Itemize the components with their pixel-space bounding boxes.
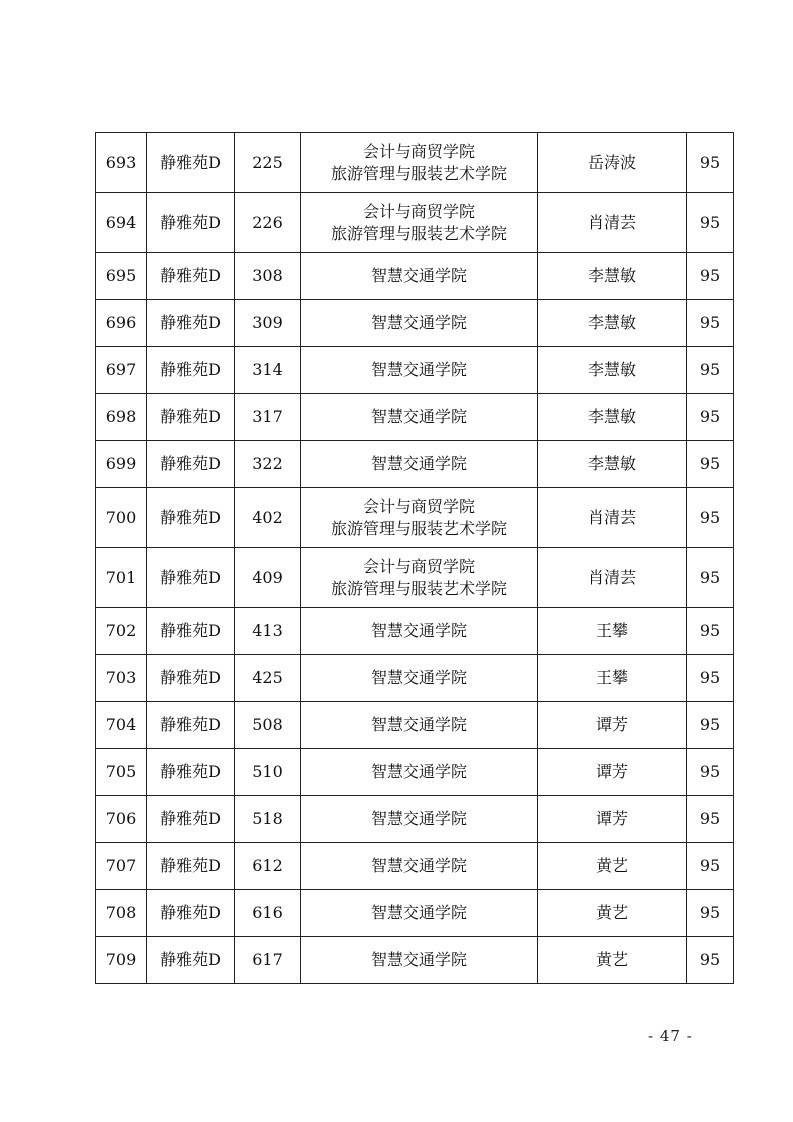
cell-room: 322 — [235, 441, 301, 488]
table-row — [96, 253, 734, 300]
college-name: 旅游管理与服装艺术学院 — [330, 518, 507, 538]
cell-room: 616 — [235, 890, 301, 937]
cell-number: 704 — [96, 702, 147, 749]
college-name: 会计与商贸学院 — [362, 556, 475, 576]
cell-building: 静雅苑D — [147, 749, 235, 796]
college-name: 旅游管理与服装艺术学院 — [330, 163, 507, 183]
cell-person: 黄艺 — [538, 937, 687, 984]
cell-person: 谭芳 — [538, 749, 687, 796]
cell-building: 静雅苑D — [147, 253, 235, 300]
cell-building: 静雅苑D — [147, 347, 235, 394]
table-row — [96, 608, 734, 655]
cell-room: 314 — [235, 347, 301, 394]
cell-number: 694 — [96, 193, 147, 253]
cell-room: 402 — [235, 488, 301, 548]
cell-score: 95 — [687, 133, 734, 193]
table-row — [96, 655, 734, 702]
cell-room: 225 — [235, 133, 301, 193]
cell-number: 696 — [96, 300, 147, 347]
cell-college — [301, 843, 538, 890]
cell-score: 95 — [687, 347, 734, 394]
cell-college — [301, 702, 538, 749]
cell-number: 707 — [96, 843, 147, 890]
cell-score: 95 — [687, 608, 734, 655]
cell-score: 95 — [687, 394, 734, 441]
cell-college — [301, 937, 538, 984]
cell-room: 518 — [235, 796, 301, 843]
cell-college — [301, 441, 538, 488]
cell-building: 静雅苑D — [147, 655, 235, 702]
college-name: 智慧交通学院 — [370, 454, 467, 473]
college-name: 智慧交通学院 — [370, 668, 467, 687]
cell-number: 698 — [96, 394, 147, 441]
cell-building: 静雅苑D — [147, 796, 235, 843]
cell-score: 95 — [687, 488, 734, 548]
table-row — [96, 394, 734, 441]
table-row — [96, 488, 734, 548]
table-row — [96, 843, 734, 890]
table-row — [96, 347, 734, 394]
college-name: 智慧交通学院 — [370, 856, 467, 875]
cell-building: 静雅苑D — [147, 488, 235, 548]
college-name: 旅游管理与服装艺术学院 — [330, 223, 507, 243]
cell-college — [301, 394, 538, 441]
cell-college — [301, 548, 538, 608]
college-name: 智慧交通学院 — [370, 621, 467, 640]
table-row — [96, 441, 734, 488]
table-row — [96, 300, 734, 347]
cell-room: 510 — [235, 749, 301, 796]
college-name: 智慧交通学院 — [370, 266, 467, 285]
cell-college — [301, 890, 538, 937]
cell-room: 309 — [235, 300, 301, 347]
cell-room: 425 — [235, 655, 301, 702]
table-row — [96, 702, 734, 749]
college-name: 智慧交通学院 — [370, 360, 467, 379]
cell-person: 李慧敏 — [538, 347, 687, 394]
table-row — [96, 749, 734, 796]
cell-number: 701 — [96, 548, 147, 608]
cell-score: 95 — [687, 300, 734, 347]
table-row — [96, 937, 734, 984]
page-number: - 47 - — [648, 1027, 693, 1045]
cell-score: 95 — [687, 441, 734, 488]
cell-score: 95 — [687, 193, 734, 253]
college-name: 智慧交通学院 — [370, 809, 467, 828]
table-row — [96, 133, 734, 193]
cell-building: 静雅苑D — [147, 548, 235, 608]
cell-number: 700 — [96, 488, 147, 548]
cell-room: 508 — [235, 702, 301, 749]
cell-person: 谭芳 — [538, 702, 687, 749]
college-name: 会计与商贸学院 — [362, 201, 475, 221]
table-row — [96, 796, 734, 843]
cell-building: 静雅苑D — [147, 937, 235, 984]
cell-number: 695 — [96, 253, 147, 300]
cell-person: 李慧敏 — [538, 300, 687, 347]
cell-college — [301, 193, 538, 253]
cell-score: 95 — [687, 702, 734, 749]
cell-room: 612 — [235, 843, 301, 890]
cell-person: 谭芳 — [538, 796, 687, 843]
table-row — [96, 548, 734, 608]
cell-number: 697 — [96, 347, 147, 394]
college-name: 旅游管理与服装艺术学院 — [330, 578, 507, 598]
college-name: 会计与商贸学院 — [362, 496, 475, 516]
cell-score: 95 — [687, 843, 734, 890]
cell-number: 709 — [96, 937, 147, 984]
cell-score: 95 — [687, 890, 734, 937]
cell-score: 95 — [687, 796, 734, 843]
cell-number: 703 — [96, 655, 147, 702]
cell-room: 409 — [235, 548, 301, 608]
college-name: 会计与商贸学院 — [362, 141, 475, 161]
cell-score: 95 — [687, 749, 734, 796]
cell-college — [301, 608, 538, 655]
cell-college — [301, 749, 538, 796]
cell-building: 静雅苑D — [147, 300, 235, 347]
cell-college — [301, 347, 538, 394]
college-name: 智慧交通学院 — [370, 407, 467, 426]
college-name: 智慧交通学院 — [370, 903, 467, 922]
cell-college — [301, 655, 538, 702]
cell-person: 黄艺 — [538, 843, 687, 890]
table-body — [96, 133, 734, 984]
cell-college — [301, 253, 538, 300]
cell-room: 617 — [235, 937, 301, 984]
cell-person: 黄艺 — [538, 890, 687, 937]
cell-person: 岳涛波 — [538, 133, 687, 193]
cell-room: 226 — [235, 193, 301, 253]
cell-college — [301, 133, 538, 193]
college-name: 智慧交通学院 — [370, 715, 467, 734]
cell-room: 413 — [235, 608, 301, 655]
cell-college — [301, 796, 538, 843]
cell-building: 静雅苑D — [147, 890, 235, 937]
cell-person: 肖清芸 — [538, 193, 687, 253]
cell-room: 308 — [235, 253, 301, 300]
cell-score: 95 — [687, 937, 734, 984]
cell-score: 95 — [687, 253, 734, 300]
cell-number: 699 — [96, 441, 147, 488]
cell-college — [301, 488, 538, 548]
cell-person: 王攀 — [538, 655, 687, 702]
cell-person: 李慧敏 — [538, 394, 687, 441]
cell-person: 王攀 — [538, 608, 687, 655]
dormitory-score-table — [95, 132, 734, 984]
cell-building: 静雅苑D — [147, 193, 235, 253]
cell-number: 705 — [96, 749, 147, 796]
table-row — [96, 193, 734, 253]
cell-person: 肖清芸 — [538, 488, 687, 548]
cell-number: 702 — [96, 608, 147, 655]
cell-person: 肖清芸 — [538, 548, 687, 608]
college-name: 智慧交通学院 — [370, 313, 467, 332]
college-name: 智慧交通学院 — [370, 950, 467, 969]
cell-building: 静雅苑D — [147, 608, 235, 655]
cell-building: 静雅苑D — [147, 702, 235, 749]
cell-score: 95 — [687, 655, 734, 702]
cell-room: 317 — [235, 394, 301, 441]
cell-number: 708 — [96, 890, 147, 937]
college-name: 智慧交通学院 — [370, 762, 467, 781]
cell-score: 95 — [687, 548, 734, 608]
table-row — [96, 890, 734, 937]
cell-building: 静雅苑D — [147, 843, 235, 890]
cell-building: 静雅苑D — [147, 394, 235, 441]
cell-building: 静雅苑D — [147, 133, 235, 193]
cell-number: 693 — [96, 133, 147, 193]
cell-college — [301, 300, 538, 347]
cell-person: 李慧敏 — [538, 441, 687, 488]
cell-person: 李慧敏 — [538, 253, 687, 300]
cell-building: 静雅苑D — [147, 441, 235, 488]
cell-number: 706 — [96, 796, 147, 843]
